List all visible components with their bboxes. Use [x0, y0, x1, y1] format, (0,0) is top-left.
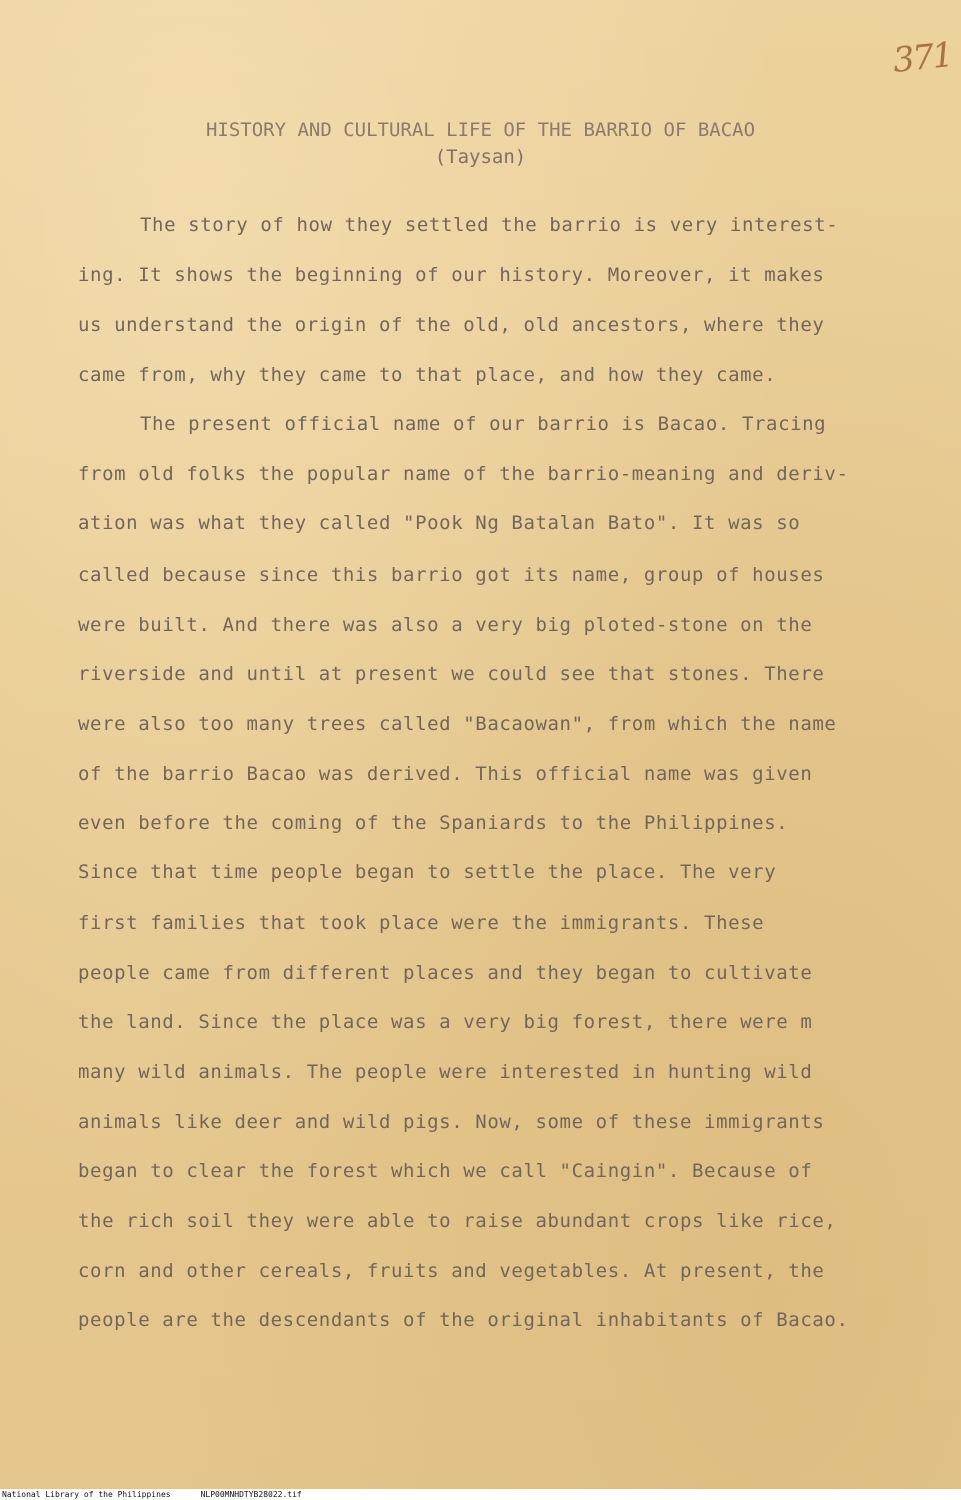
- document-title: HISTORY AND CULTURAL LIFE OF THE BARRIO OF BACAO: [205, 119, 756, 141]
- body-line: animals like deer and wild pigs. Now, some of these immigrants: [78, 1111, 825, 1133]
- scan-footer: [0, 1489, 961, 1500]
- body-line: riverside and until at present we could see that stones. There: [78, 663, 825, 685]
- body-line: us understand the origin of the old, old ancestors, where they: [78, 314, 825, 336]
- body-line: The story of how they settled the barrio is very interest-: [140, 214, 839, 236]
- body-line: the rich soil they were able to raise abundant crops like rice,: [78, 1210, 837, 1232]
- body-line: ation was what they called "Pook Ng Batalan Bato". It was so: [78, 512, 801, 534]
- body-line: Since that time people began to settle the place. The very: [78, 861, 777, 883]
- document-subtitle: (Taysan): [434, 146, 527, 168]
- body-line: of the barrio Bacao was derived. This official name was given: [78, 763, 813, 785]
- body-line: The present official name of our barrio is Bacao. Tracing: [140, 413, 827, 435]
- body-line: people are the descendants of the original inhabitants of Bacao.: [78, 1309, 849, 1331]
- body-line: ing. It shows the beginning of our history. Moreover, it makes: [78, 264, 825, 286]
- body-line: were built. And there was also a very big ploted-stone on the: [78, 614, 813, 636]
- body-line: called because since this barrio got its name, group of houses: [78, 564, 825, 586]
- footer-filename: NLP00MNHDTYB28022.tif: [200, 1490, 302, 1499]
- body-line: many wild animals. The people were interested in hunting wild: [78, 1061, 813, 1083]
- body-line: came from, why they came to that place, and how they came.: [78, 364, 777, 386]
- body-line: first families that took place were the immigrants. These: [78, 912, 765, 934]
- body-line: corn and other cereals, fruits and vegetables. At present, the: [78, 1260, 825, 1282]
- body-line: people came from different places and they began to cultivate: [78, 962, 813, 984]
- footer-source: National Library of the Philippines: [2, 1490, 171, 1499]
- body-line: the land. Since the place was a very big forest, there were m: [78, 1011, 813, 1033]
- page-number: 371: [891, 35, 954, 81]
- body-line: from old folks the popular name of the barrio-meaning and deriv-: [78, 463, 849, 485]
- body-line: were also too many trees called "Bacaowan", from which the name: [78, 713, 837, 735]
- body-line: began to clear the forest which we call "Caingin". Because of: [78, 1160, 813, 1182]
- body-line: even before the coming of the Spaniards to the Philippines.: [78, 812, 789, 834]
